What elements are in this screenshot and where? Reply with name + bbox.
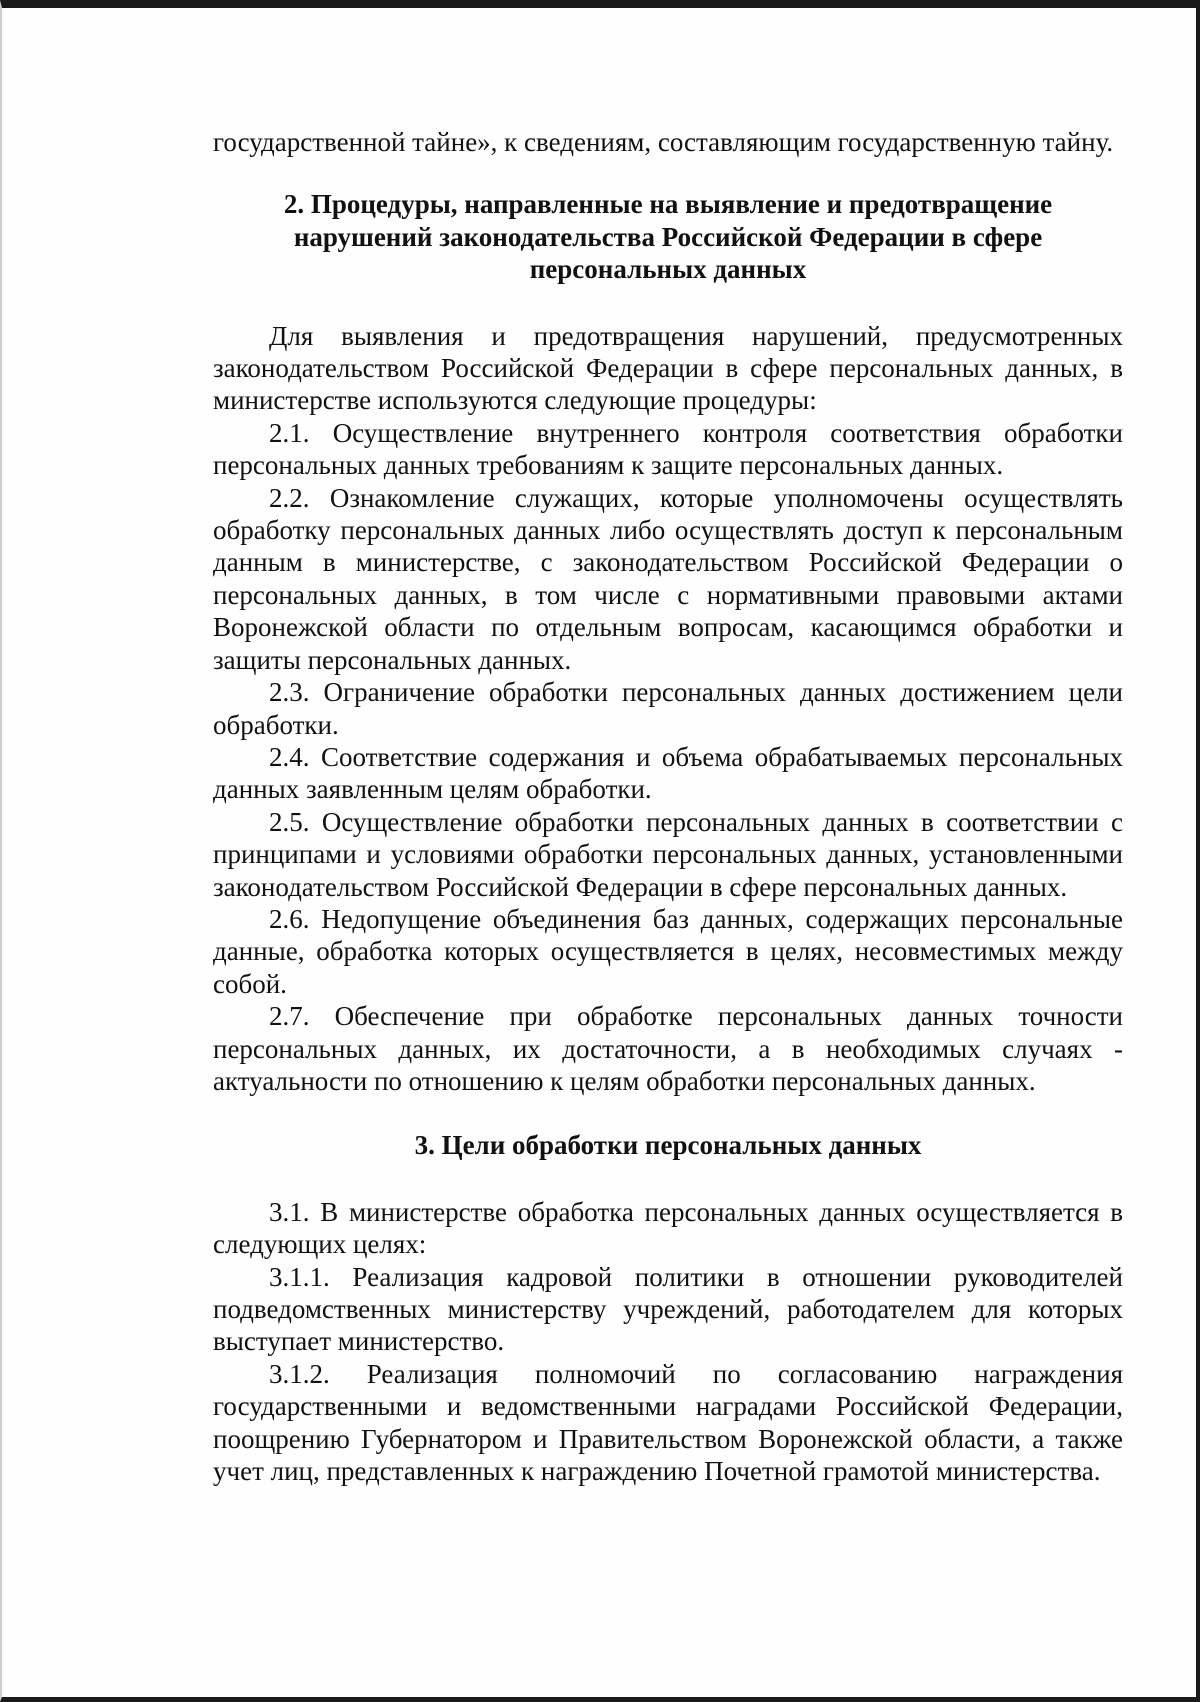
item-2-2: 2.2. Ознакомление служащих, которые уполномочены осуществлять обработку персональных данных либо осуществлять доступ к персональным данным в министерстве, с законодательством Российской Федерации о персональных данных, в том числе с нормативными правовыми актами Воронежской области по отдельным вопросам, касающимся обработки и защиты персональных данных.	[213, 482, 1123, 675]
section-2-heading: 2. Процедуры, направленные на выявление и предотвращение нарушений законодательства Российской Федерации в сфере персональных данных	[283, 189, 1053, 285]
item-2-5: 2.5. Осуществление обработки персональных данных в соответствии с принципами и условиями обработки персональных данных, установленными законодательством Российской Федерации в сфере персональных данных.	[213, 806, 1123, 902]
intro-paragraph: государственной тайне», к сведениям, составляющим государственную тайну.	[213, 127, 1114, 157]
item-3-1-1: 3.1.1. Реализация кадровой политики в отношении руководителей подведомственных министерству учреждений, работодателем для которых выступает министерство.	[213, 1261, 1123, 1357]
section-2-lead: Для выявления и предотвращения нарушений, предусмотренных законодательством Российской Федерации в сфере персональных данных, в министерстве используются следующие процедуры:	[213, 320, 1123, 416]
item-3-1: 3.1. В министерстве обработка персональных данных осуществляется в следующих целях:	[213, 1196, 1123, 1260]
item-2-3: 2.3. Ограничение обработки персональных данных достижением цели обработки.	[213, 677, 1123, 740]
item-2-4: 2.4. Соответствие содержания и объема обрабатываемых персональных данных заявленным целям обработки.	[213, 741, 1123, 805]
item-3-1-2: 3.1.2. Реализация полномочий по согласованию награждения государственными и ведомственными наградами Российской Федерации, поощрению Губернатором и Правительством Воронежской области, а также учет лиц, представленных к награждению Почетной грамотой министерства.	[213, 1358, 1123, 1487]
item-2-6: 2.6. Недопущение объединения баз данных, содержащих персональные данные, обработка которых осуществляется в целях, несовместимых между собой.	[213, 903, 1123, 999]
page-content	[213, 126, 1123, 1487]
item-2-1: 2.1. Осуществление внутреннего контроля соответствия обработки персональных данных требованиям к защите персональных данных.	[213, 417, 1123, 481]
item-2-7: 2.7. Обеспечение при обработке персональных данных точности персональных данных, их достаточности, а в необходимых случаях - актуальности по отношению к целям обработки персональных данных.	[213, 1001, 1123, 1096]
section-3-heading: 3. Цели обработки персональных данных	[414, 1130, 922, 1161]
